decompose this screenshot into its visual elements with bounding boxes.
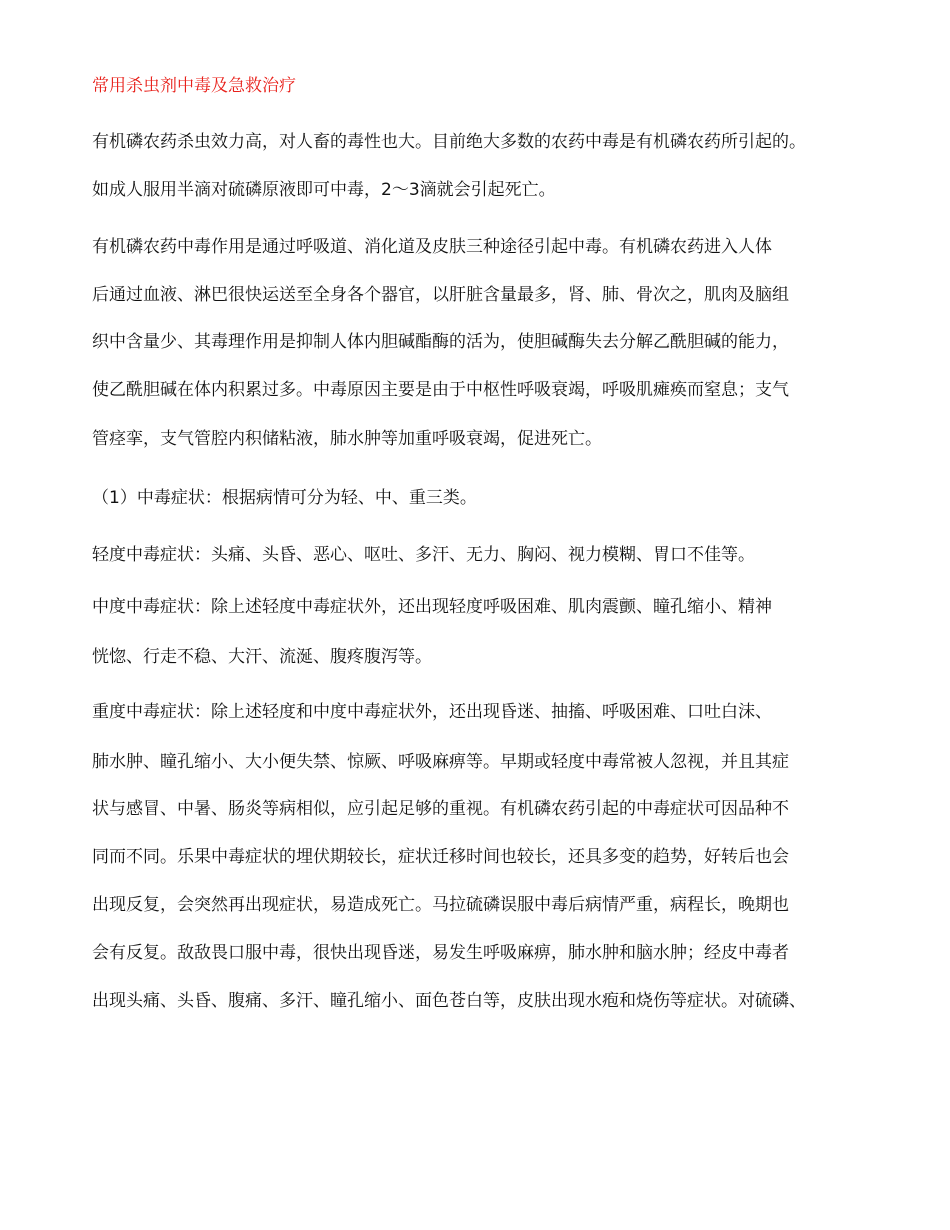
text-line: 会有反复。敌敌畏口服中毒，很快出现昏迷，易发生呼吸麻痹，肺水肿和脑水肿；经皮中毒者 — [92, 943, 789, 963]
text-line: 肺水肿、瞳孔缩小、大小便失禁、惊厥、呼吸麻痹等。早期或轻度中毒常被人忽视，并且其症 — [92, 752, 789, 772]
text-line: 如成人服用半滴对硫磷原液即可中毒，2～3滴就会引起死亡。 — [92, 180, 556, 200]
text-line: 恍惚、行走不稳、大汗、流涎、腹疼腹泻等。 — [92, 647, 432, 667]
text-line: （1）中毒症状：根据病情可分为轻、中、重三类。 — [92, 488, 477, 508]
text-line: 重度中毒症状：除上述轻度和中度中毒症状外，还出现昏迷、抽搐、呼吸困难、口吐白沫、 — [92, 702, 772, 722]
text-line: 出现反复，会突然再出现症状，易造成死亡。马拉硫磷误服中毒后病情严重，病程长，晚期也 — [92, 895, 789, 915]
text-line: 后通过血液、淋巴很快运送至全身各个器官，以肝脏含量最多，肾、肺、骨次之，肌肉及脑组 — [92, 285, 789, 305]
text-line: 使乙酰胆碱在体内积累过多。中毒原因主要是由于中枢性呼吸衰竭，呼吸肌瘫痪而窒息；支气 — [92, 380, 789, 400]
text-line: 同而不同。乐果中毒症状的埋伏期较长，症状迁移时间也较长，还具多变的趋势，好转后也会 — [92, 847, 789, 867]
text-line: 管痉挛，支气管腔内积储粘液，肺水肿等加重呼吸衰竭，促进死亡。 — [92, 429, 602, 449]
text-line: 出现头痛、头昏、腹痛、多汗、瞳孔缩小、面色苍白等，皮肤出现水疱和烧伤等症状。对硫磷、 — [92, 991, 806, 1011]
text-line: 轻度中毒症状：头痛、头昏、恶心、呕吐、多汗、无力、胸闷、视力模糊、胃口不佳等。 — [92, 545, 755, 565]
text-line: 状与感冒、中暑、肠炎等病相似，应引起足够的重视。有机磷农药引起的中毒症状可因品种不 — [92, 799, 789, 819]
document-title: 常用杀虫剂中毒及急救治疗 — [92, 76, 296, 96]
text-line: 有机磷农药杀虫效力高，对人畜的毒性也大。目前绝大多数的农药中毒是有机磷农药所引起的。 — [92, 132, 806, 152]
text-line: 中度中毒症状：除上述轻度中毒症状外，还出现轻度呼吸困难、肌肉震颤、瞳孔缩小、精神 — [92, 597, 772, 617]
text-line: 有机磷农药中毒作用是通过呼吸道、消化道及皮肤三种途径引起中毒。有机磷农药进入人体 — [92, 237, 772, 257]
text-line: 织中含量少、其毒理作用是抑制人体内胆碱酯酶的活为，使胆碱酶失去分解乙酰胆碱的能力， — [92, 332, 789, 352]
